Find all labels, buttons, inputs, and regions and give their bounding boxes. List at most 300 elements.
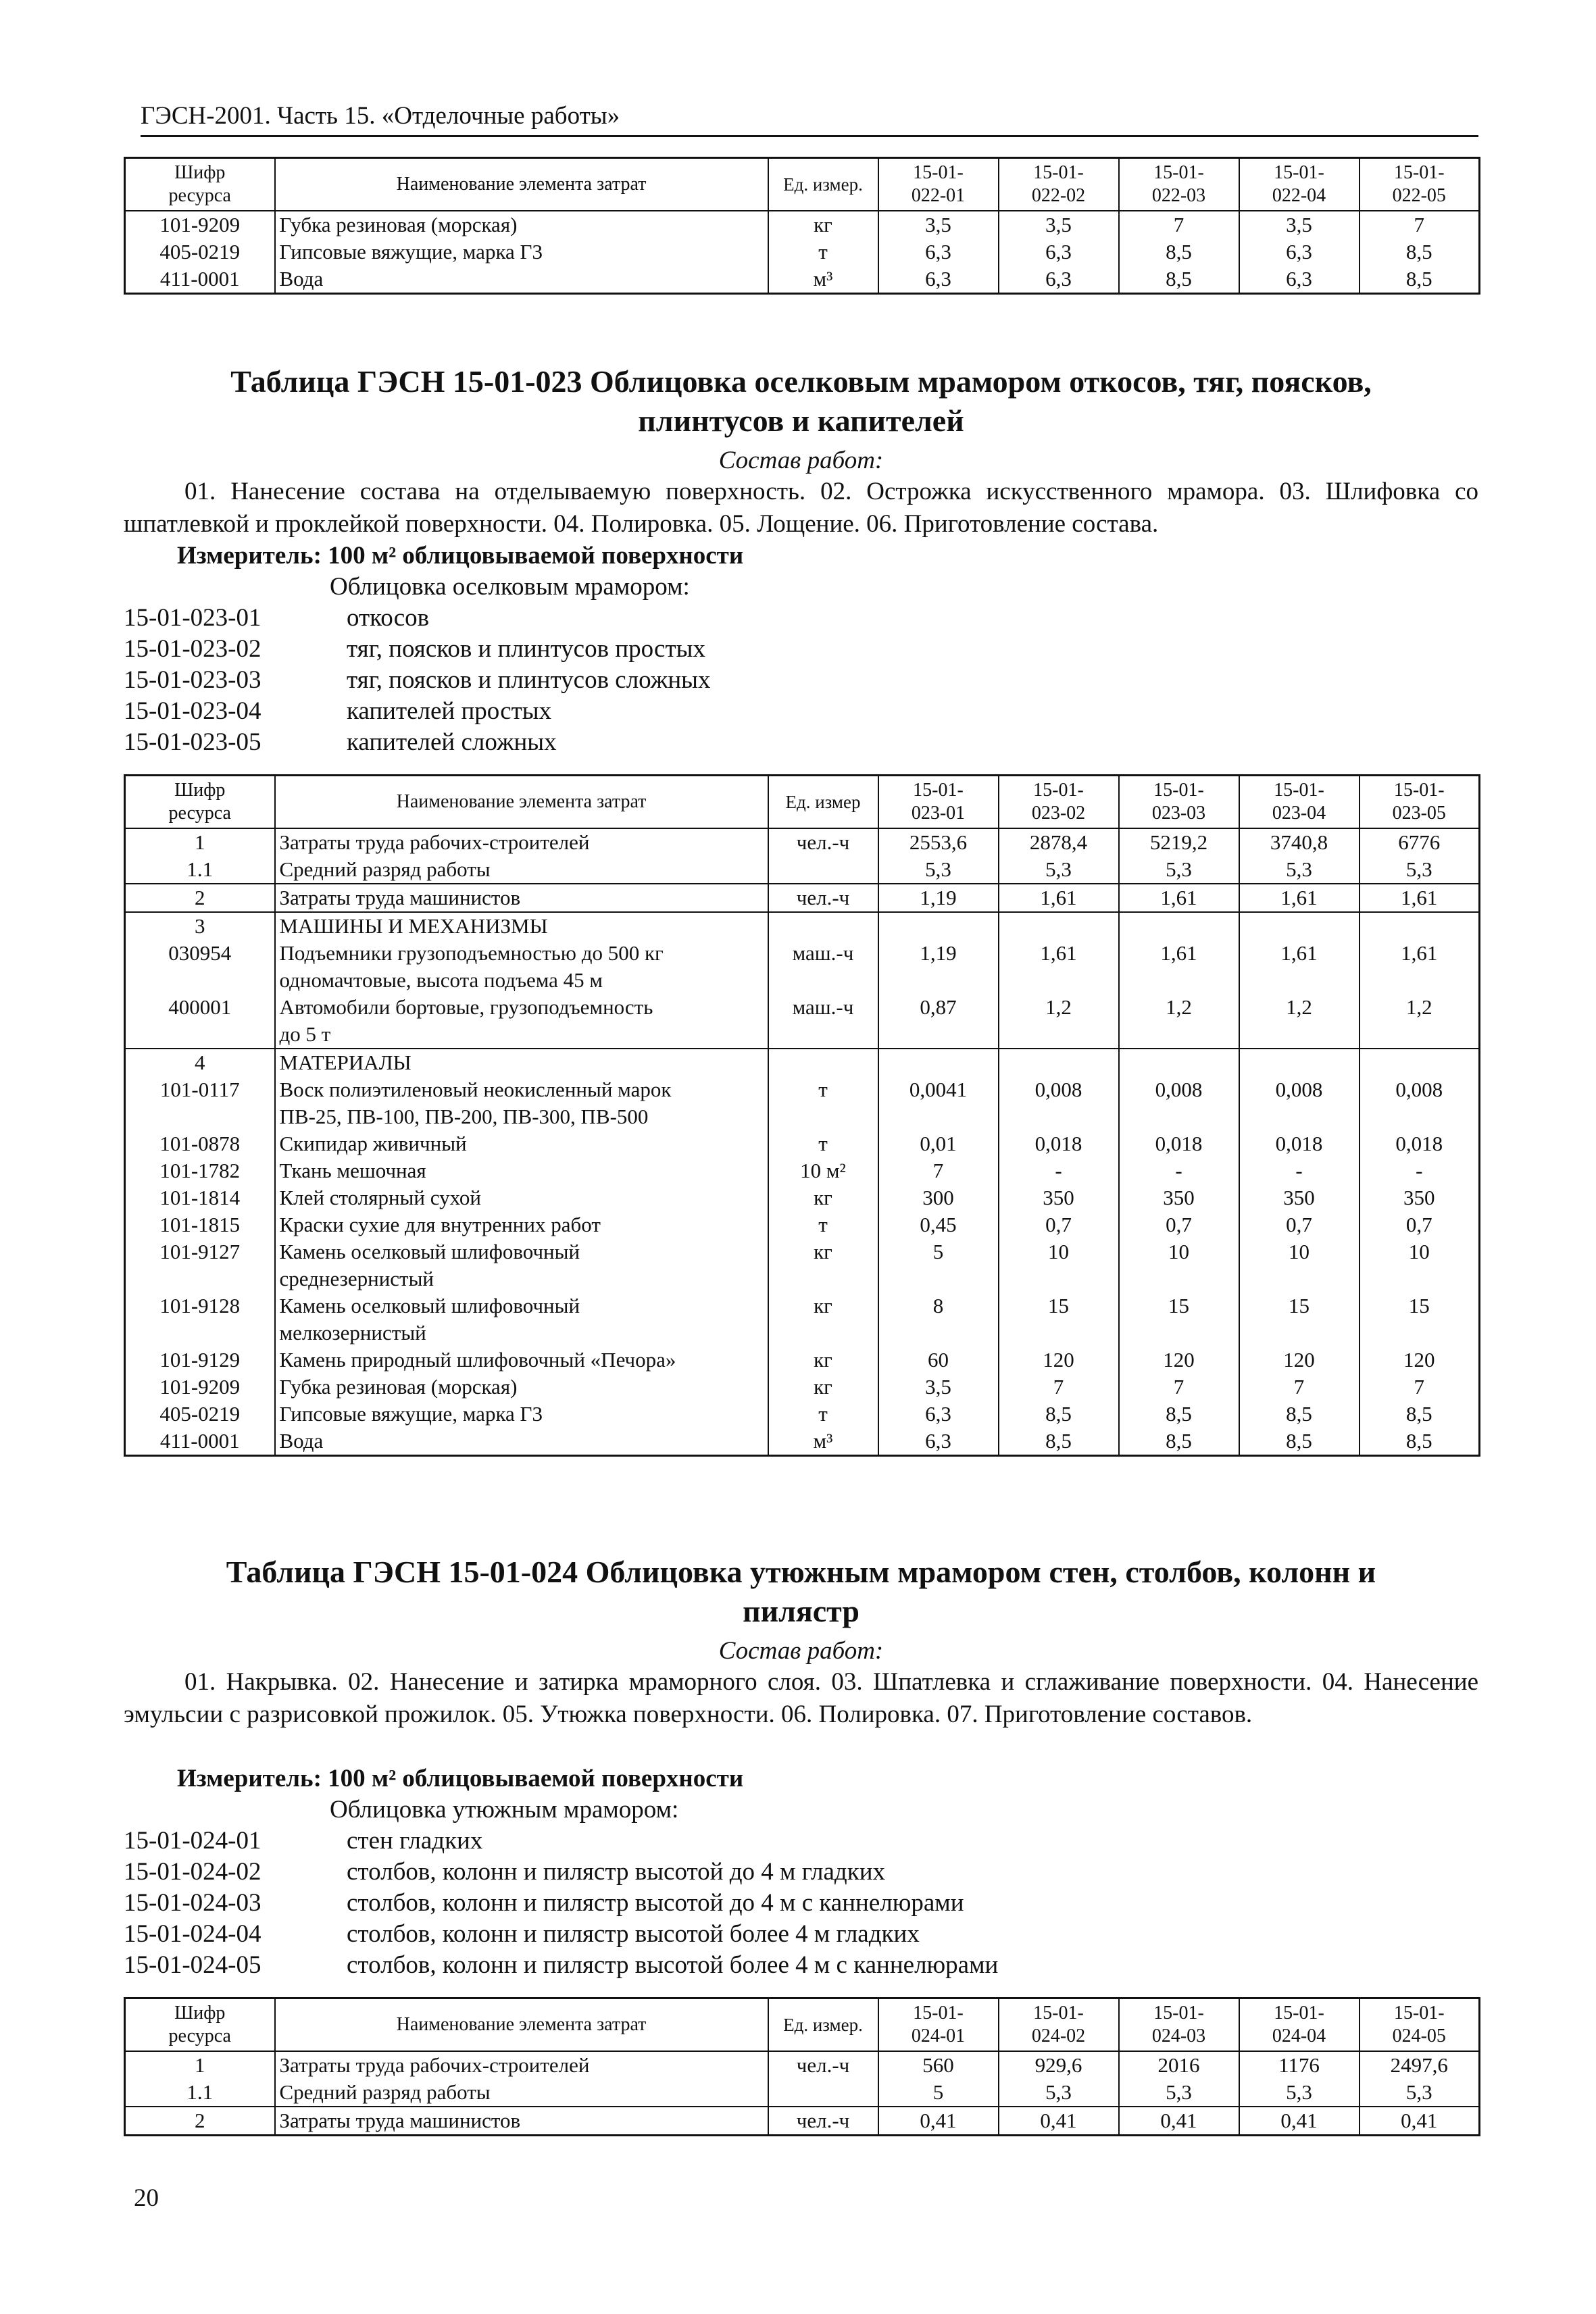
col-norm-header: 15-01- 022-04 [1239, 158, 1360, 211]
norm-value: 5 [878, 1238, 999, 1292]
norm-value: 6,3 [1239, 266, 1360, 294]
name-line: Автомобили бортовые, грузоподъемность [279, 995, 653, 1019]
col-norm-header: 15-01- 022-01 [878, 158, 999, 211]
norm-value: 7 [1360, 211, 1480, 238]
table-row [125, 2051, 1480, 2079]
col-norm-header: 15-01- 022-02 [999, 158, 1119, 211]
norm-value: 7 [1119, 1374, 1239, 1401]
variant-item [124, 1888, 998, 1919]
norm-value: 7 [878, 1157, 999, 1184]
table-row [125, 1401, 1480, 1428]
norm-value: 6,3 [999, 238, 1119, 266]
norm-value: 15 [1239, 1292, 1360, 1347]
norm-value: 1176 [1239, 2051, 1360, 2079]
norm-value: 120 [999, 1347, 1119, 1374]
resource-code: 101-0117 [125, 1076, 275, 1130]
table-row [125, 884, 1480, 912]
table-row [125, 1184, 1480, 1211]
norm-value: 1,61 [1119, 884, 1239, 912]
table-023-title: Таблица ГЭСН 15-01-023 Облицовка оселковым мрамором откосов, тяг, поясков, плинтусов и капителей [230, 364, 1372, 438]
cost-element-name [275, 884, 768, 912]
variant-text: столбов, колонн и пилястр высотой более 4 м гладких [347, 1920, 920, 1948]
norm-value: 3,5 [1239, 211, 1360, 238]
name-line: Камень оселковый шлифовочный [279, 1240, 580, 1263]
name-line: мелкозернистый [279, 1321, 426, 1344]
norm-value: 0,7 [1360, 1211, 1480, 1238]
norm-value: 6,3 [1239, 238, 1360, 266]
norm-value: 6,3 [878, 1401, 999, 1428]
variant-code: 15-01-024-04 [124, 1920, 261, 1948]
unit: т [768, 238, 878, 266]
unit: чел.-ч [768, 2107, 878, 2136]
norm-value: 3740,8 [1239, 828, 1360, 856]
variant-code: 15-01-023-01 [124, 604, 261, 632]
variant-item [124, 1919, 998, 1950]
name-line: Гипсовые вяжущие, марка Г3 [279, 1402, 543, 1426]
norm-value: 5 [878, 2079, 999, 2107]
norm-value: 5,3 [1360, 2079, 1480, 2107]
resource-code: 101-1814 [125, 1184, 275, 1211]
norm-value: 6,3 [878, 1428, 999, 1456]
norm-value: 0,008 [1360, 1076, 1480, 1130]
resource-code: 4 [125, 1049, 275, 1076]
table-row [125, 1292, 1480, 1347]
resource-code: 1 [125, 2051, 275, 2079]
norm-value: 8,5 [1360, 1428, 1480, 1456]
table-row [125, 1076, 1480, 1130]
norm-value: 350 [1239, 1184, 1360, 1211]
cost-element-name [275, 940, 768, 994]
variant-code: 15-01-023-04 [124, 697, 261, 725]
norm-value: 5,3 [1119, 2079, 1239, 2107]
table-row [125, 1049, 1480, 1076]
cost-element-name [275, 1049, 768, 1076]
variant-text: тяг, поясков и плинтусов сложных [347, 666, 711, 694]
norm-value: 2878,4 [999, 828, 1119, 856]
name-line: Гипсовые вяжущие, марка Г3 [279, 240, 543, 263]
norm-value: 3,5 [999, 211, 1119, 238]
unit: 10 м² [768, 1157, 878, 1184]
norm-value [999, 1049, 1119, 1076]
cost-element-name [275, 1157, 768, 1184]
norm-table-024 [124, 1997, 1480, 2136]
norm-value: 2553,6 [878, 828, 999, 856]
unit: кг [768, 1184, 878, 1211]
resource-code: 101-1782 [125, 1157, 275, 1184]
name-line: Затраты труда машинистов [279, 2109, 521, 2132]
name-line: Затраты труда рабочих-строителей [279, 830, 590, 854]
variant-code: 15-01-024-02 [124, 1858, 261, 1886]
name-line: Воск полиэтиленовый неокисленный марок [279, 1078, 672, 1101]
norm-value: 0,45 [878, 1211, 999, 1238]
col-unit-header: Ед. измер. [768, 1998, 878, 2052]
name-line: Подъемники грузоподъемностью до 500 кг [279, 941, 664, 965]
norm-value [1239, 912, 1360, 940]
col-norm-header: 15-01- 022-05 [1360, 158, 1480, 211]
norm-value: 1,2 [1239, 994, 1360, 1049]
table-header-row [125, 158, 1480, 211]
table-row [125, 1211, 1480, 1238]
norm-value: 8,5 [1119, 238, 1239, 266]
resource-code: 101-9127 [125, 1238, 275, 1292]
resource-code: 101-9129 [125, 1347, 275, 1374]
table-024-title: Таблица ГЭСН 15-01-024 Облицовка утюжным мрамором стен, столбов, колонн и пилястр [226, 1555, 1376, 1628]
unit: чел.-ч [768, 884, 878, 912]
resource-code: 411-0001 [125, 1428, 275, 1456]
norm-value: 120 [1119, 1347, 1239, 1374]
norm-value: 6,3 [878, 266, 999, 294]
norm-value: 7 [1360, 1374, 1480, 1401]
unit: т [768, 1401, 878, 1428]
norm-value: 6776 [1360, 828, 1480, 856]
norm-value: - [1119, 1157, 1239, 1184]
norm-value: 5,3 [1119, 856, 1239, 884]
table-row [125, 266, 1480, 294]
col-name-header: Наименование элемента затрат [275, 1998, 768, 2052]
norm-value: 5,3 [999, 2079, 1119, 2107]
norm-value: 1,61 [1239, 884, 1360, 912]
col-unit-header: Ед. измер [768, 776, 878, 829]
variant-text: столбов, колонн и пилястр высотой до 4 м с каннелюрами [347, 1889, 964, 1917]
variant-list-024 [124, 1826, 998, 1981]
norm-value: 0,01 [878, 1130, 999, 1157]
variant-code: 15-01-024-03 [124, 1889, 261, 1917]
running-head: ГЭСН-2001. Часть 15. «Отделочные работы» [141, 100, 1478, 137]
norm-value: 1,61 [1360, 884, 1480, 912]
unit: маш.-ч [768, 994, 878, 1049]
norm-value: 8,5 [1360, 1401, 1480, 1428]
norm-value [1119, 1049, 1239, 1076]
variant-text: столбов, колонн и пилястр высотой до 4 м гладких [347, 1858, 885, 1886]
norm-value: 0,7 [1119, 1211, 1239, 1238]
name-line: среднезернистый [279, 1267, 434, 1290]
table-header-row [125, 776, 1480, 829]
cladding-heading: Облицовка оселковым мрамором: [330, 573, 690, 601]
variant-text: стен гладких [347, 1827, 483, 1855]
resource-code: 405-0219 [125, 1401, 275, 1428]
norm-value: - [1239, 1157, 1360, 1184]
name-line: Средний разряд работы [279, 2080, 491, 2104]
norm-value: 8,5 [1360, 238, 1480, 266]
norm-value: 7 [999, 1374, 1119, 1401]
norm-value: 8,5 [1360, 266, 1480, 294]
table-row [125, 856, 1480, 884]
norm-value: 0,41 [1360, 2107, 1480, 2136]
norm-value: 8 [878, 1292, 999, 1347]
resource-code: 101-0878 [125, 1130, 275, 1157]
table-row [125, 912, 1480, 940]
unit: кг [768, 1374, 878, 1401]
norm-value: - [1360, 1157, 1480, 1184]
unit: чел.-ч [768, 2051, 878, 2079]
norm-value: 15 [999, 1292, 1119, 1347]
col-unit-header: Ед. измер. [768, 158, 878, 211]
cost-element-name [275, 1292, 768, 1347]
unit: т [768, 1076, 878, 1130]
variant-code: 15-01-023-05 [124, 728, 261, 756]
norm-value: 1,2 [1360, 994, 1480, 1049]
norm-value: 929,6 [999, 2051, 1119, 2079]
norm-value: 2497,6 [1360, 2051, 1480, 2079]
norm-value: 0,7 [1239, 1211, 1360, 1238]
table-row [125, 828, 1480, 856]
norm-value: 0,008 [1119, 1076, 1239, 1130]
col-code-header: Шифр ресурса [125, 776, 275, 829]
name-line: Губка резиновая (морская) [279, 213, 518, 236]
cost-element-name [275, 828, 768, 856]
norm-value: 0,018 [1239, 1130, 1360, 1157]
norm-value: 0,0041 [878, 1076, 999, 1130]
cost-element-name [275, 211, 768, 238]
norm-value: 10 [1119, 1238, 1239, 1292]
norm-value: 0,018 [1119, 1130, 1239, 1157]
cost-element-name [275, 1184, 768, 1211]
col-code-header: Шифр ресурса [125, 158, 275, 211]
norm-value: 10 [1360, 1238, 1480, 1292]
col-code-header: Шифр ресурса [125, 1998, 275, 2052]
norm-value: - [999, 1157, 1119, 1184]
norm-value: 1,2 [999, 994, 1119, 1049]
cost-element-name [275, 1401, 768, 1428]
norm-value: 1,2 [1119, 994, 1239, 1049]
norm-value: 0,41 [999, 2107, 1119, 2136]
table-row [125, 1347, 1480, 1374]
measure-line: Измеритель: 100 м² облицовываемой поверхности [177, 542, 744, 570]
variant-item [124, 1857, 998, 1888]
cost-element-name [275, 238, 768, 266]
norm-value: 6,3 [878, 238, 999, 266]
variant-item [124, 665, 711, 696]
variant-code: 15-01-023-02 [124, 635, 261, 663]
norm-table-022 [124, 157, 1480, 295]
name-line: Губка резиновая (морская) [279, 1375, 518, 1399]
resource-code: 030954 [125, 940, 275, 994]
norm-value: 2016 [1119, 2051, 1239, 2079]
norm-value: 6,3 [999, 266, 1119, 294]
col-norm-header: 15-01- 023-03 [1119, 776, 1239, 829]
composition-label: Состав работ: [718, 447, 884, 474]
resource-code: 101-1815 [125, 1211, 275, 1238]
norm-value: 350 [1360, 1184, 1480, 1211]
name-line: Средний разряд работы [279, 857, 491, 881]
unit [768, 1049, 878, 1076]
name-line: Камень природный шлифовочный «Печора» [279, 1348, 676, 1372]
variant-item [124, 727, 711, 758]
unit: кг [768, 211, 878, 238]
norm-value: 8,5 [1119, 1401, 1239, 1428]
cost-element-name [275, 2107, 768, 2136]
col-norm-header: 15-01- 023-04 [1239, 776, 1360, 829]
cost-element-name [275, 2051, 768, 2079]
norm-value: 5,3 [1239, 2079, 1360, 2107]
norm-value [999, 912, 1119, 940]
name-line: Клей столярный сухой [279, 1186, 481, 1209]
unit [768, 912, 878, 940]
col-norm-header: 15-01- 023-01 [878, 776, 999, 829]
norm-value: 7 [1119, 211, 1239, 238]
resource-code: 101-9209 [125, 211, 275, 238]
norm-value: 300 [878, 1184, 999, 1211]
resource-code: 1 [125, 828, 275, 856]
measure-line: Измеритель: 100 м² облицовываемой поверхности [177, 1765, 744, 1792]
table-row [125, 1374, 1480, 1401]
norm-value: 0,41 [1119, 2107, 1239, 2136]
resource-code: 1.1 [125, 856, 275, 884]
variant-item [124, 696, 711, 727]
table-row [125, 2079, 1480, 2107]
cost-element-name [275, 1238, 768, 1292]
variant-text: столбов, колонн и пилястр высотой более 4 м с каннелюрами [347, 1951, 999, 1979]
col-name-header: Наименование элемента затрат [275, 776, 768, 829]
variant-item [124, 603, 711, 634]
norm-value: 10 [999, 1238, 1119, 1292]
norm-value: 1,61 [1239, 940, 1360, 994]
unit: м³ [768, 1428, 878, 1456]
works-description: 01. Нанесение состава на отделываемую поверхность. 02. Острожка искусственного мрамора. 03. Шлифовка со шпатлевкой и проклейкой поверхности. 04. Полировка. 05. Лощение. 06. Приготовление состава. [124, 478, 1478, 538]
norm-value: 0,7 [999, 1211, 1119, 1238]
norm-value: 8,5 [1119, 1428, 1239, 1456]
norm-value [1360, 912, 1480, 940]
unit: т [768, 1211, 878, 1238]
table-row [125, 238, 1480, 266]
cost-element-name [275, 266, 768, 294]
name-line: Вода [279, 267, 324, 291]
name-line: Краски сухие для внутренних работ [279, 1213, 601, 1236]
norm-value: 0,41 [1239, 2107, 1360, 2136]
name-line: Затраты труда рабочих-строителей [279, 2053, 590, 2077]
norm-value: 0,87 [878, 994, 999, 1049]
table-row [125, 994, 1480, 1049]
unit: чел.-ч [768, 828, 878, 856]
resource-code: 2 [125, 2107, 275, 2136]
norm-value [1360, 1049, 1480, 1076]
norm-value: 5,3 [1360, 856, 1480, 884]
norm-value: 7 [1239, 1374, 1360, 1401]
unit [768, 856, 878, 884]
cost-element-name [275, 1374, 768, 1401]
norm-value [878, 1049, 999, 1076]
col-norm-header: 15-01- 022-03 [1119, 158, 1239, 211]
variant-code: 15-01-024-01 [124, 1827, 261, 1855]
cladding-heading: Облицовка утюжным мрамором: [330, 1796, 679, 1823]
col-norm-header: 15-01- 024-05 [1360, 1998, 1480, 2052]
norm-value: 1,61 [1360, 940, 1480, 994]
cost-element-name [275, 1076, 768, 1130]
name-line: до 5 т [279, 1022, 331, 1046]
table-row [125, 1238, 1480, 1292]
name-line: МАТЕРИАЛЫ [279, 1051, 412, 1074]
norm-value: 8,5 [1119, 266, 1239, 294]
norm-value: 5,3 [999, 856, 1119, 884]
norm-value: 3,5 [878, 211, 999, 238]
resource-code: 3 [125, 912, 275, 940]
norm-value: 5,3 [878, 856, 999, 884]
unit: т [768, 1130, 878, 1157]
unit: маш.-ч [768, 940, 878, 994]
unit: м³ [768, 266, 878, 294]
cost-element-name [275, 856, 768, 884]
col-norm-header: 15-01- 024-01 [878, 1998, 999, 2052]
resource-code: 101-9209 [125, 1374, 275, 1401]
norm-value: 560 [878, 2051, 999, 2079]
variant-list-023 [124, 603, 711, 758]
norm-value: 0,41 [878, 2107, 999, 2136]
resource-code: 2 [125, 884, 275, 912]
norm-value: 8,5 [1239, 1428, 1360, 1456]
norm-table-023 [124, 774, 1480, 1457]
name-line: Камень оселковый шлифовочный [279, 1294, 580, 1317]
norm-value: 1,19 [878, 940, 999, 994]
name-line: Вода [279, 1429, 324, 1453]
norm-value: 5,3 [1239, 856, 1360, 884]
norm-value: 350 [999, 1184, 1119, 1211]
norm-value: 1,19 [878, 884, 999, 912]
name-line: МАШИНЫ И МЕХАНИЗМЫ [279, 914, 548, 938]
unit: кг [768, 1347, 878, 1374]
variant-item [124, 634, 711, 665]
cost-element-name [275, 2079, 768, 2107]
variant-text: капителей простых [347, 697, 552, 725]
variant-code: 15-01-023-03 [124, 666, 261, 694]
cost-element-name [275, 994, 768, 1049]
variant-text: капителей сложных [347, 728, 557, 756]
norm-value [1239, 1049, 1360, 1076]
col-norm-header: 15-01- 024-04 [1239, 1998, 1360, 2052]
resource-code: 405-0219 [125, 238, 275, 266]
name-line: Затраты труда машинистов [279, 886, 521, 909]
norm-value: 0,008 [999, 1076, 1119, 1130]
norm-value: 8,5 [1239, 1401, 1360, 1428]
norm-value: 0,008 [1239, 1076, 1360, 1130]
resource-code: 411-0001 [125, 266, 275, 294]
norm-value: 0,018 [1360, 1130, 1480, 1157]
table-row [125, 1428, 1480, 1456]
variant-text: тяг, поясков и плинтусов простых [347, 635, 705, 663]
col-name-header: Наименование элемента затрат [275, 158, 768, 211]
unit: кг [768, 1238, 878, 1292]
table-header-row [125, 1998, 1480, 2052]
norm-value: 120 [1239, 1347, 1360, 1374]
norm-value: 1,61 [999, 940, 1119, 994]
cost-element-name [275, 912, 768, 940]
cost-element-name [275, 1428, 768, 1456]
cost-element-name [275, 1130, 768, 1157]
table-row [125, 940, 1480, 994]
page-number: 20 [134, 2184, 159, 2212]
norm-value: 8,5 [999, 1428, 1119, 1456]
name-line: Скипидар живичный [279, 1132, 467, 1155]
col-norm-header: 15-01- 024-02 [999, 1998, 1119, 2052]
cost-element-name [275, 1211, 768, 1238]
norm-value: 350 [1119, 1184, 1239, 1211]
norm-value: 15 [1360, 1292, 1480, 1347]
resource-code: 1.1 [125, 2079, 275, 2107]
name-line: ПВ-25, ПВ-100, ПВ-200, ПВ-300, ПВ-500 [279, 1105, 649, 1128]
norm-value: 5219,2 [1119, 828, 1239, 856]
table-row [125, 1157, 1480, 1184]
norm-value: 15 [1119, 1292, 1239, 1347]
resource-code: 400001 [125, 994, 275, 1049]
norm-value: 0,018 [999, 1130, 1119, 1157]
norm-value: 60 [878, 1347, 999, 1374]
resource-code: 101-9128 [125, 1292, 275, 1347]
variant-item [124, 1826, 998, 1857]
table-row [125, 1130, 1480, 1157]
norm-value: 1,61 [999, 884, 1119, 912]
table-row [125, 2107, 1480, 2136]
variant-text: откосов [347, 604, 430, 632]
composition-label: Состав работ: [718, 1637, 884, 1665]
